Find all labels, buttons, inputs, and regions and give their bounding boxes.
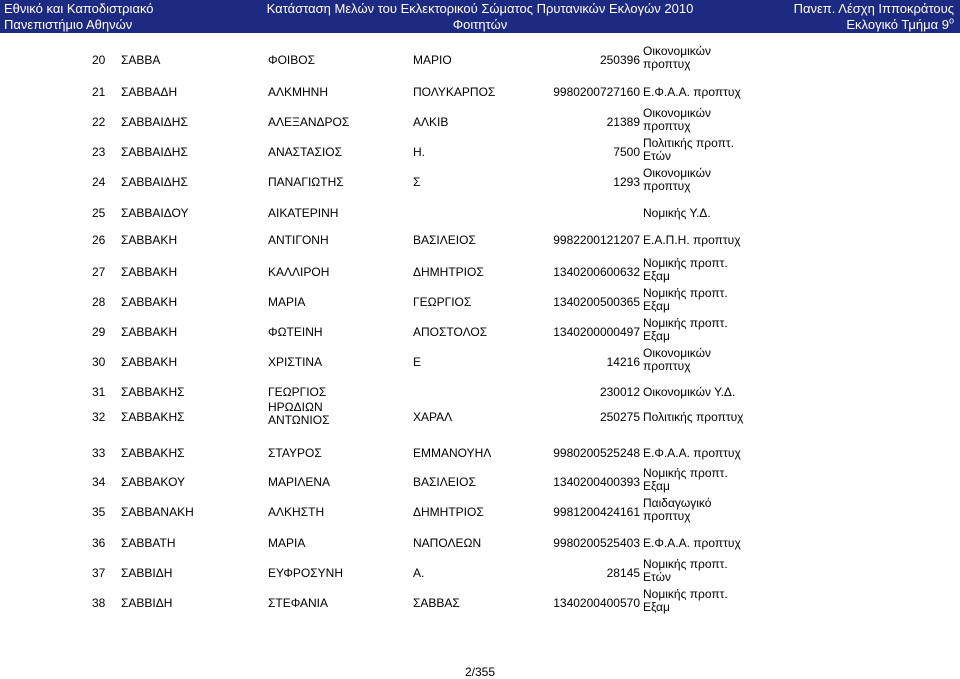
surname-cell: ΣΑΒΒΑΚΗ	[121, 295, 178, 309]
faculty-line2: προπτυχ	[643, 119, 691, 133]
student-id-cell: 9981200424161	[553, 505, 640, 519]
table-row	[0, 400, 960, 431]
father-name-cell: ΕΜΜΑΝΟΥΗΛ	[413, 446, 492, 460]
row-number: 24	[92, 175, 106, 189]
faculty-line1: Οικονομικών	[643, 106, 712, 120]
faculty-cell	[643, 317, 728, 343]
faculty-line1: Πολιτικής προπτ.	[643, 136, 734, 150]
table-row	[0, 230, 960, 254]
faculty-cell	[643, 347, 711, 373]
father-name-cell: Η.	[413, 145, 425, 159]
faculty-line1: Νομικής προπτ.	[643, 256, 728, 270]
faculty-cell	[643, 167, 711, 193]
student-id-cell: 1340200600632	[553, 265, 640, 279]
faculty-cell	[643, 107, 711, 133]
student-id-cell: 230012	[599, 385, 640, 399]
table-row	[0, 286, 960, 316]
table-row	[0, 557, 960, 587]
faculty-line2: Εξαμ	[643, 600, 670, 614]
student-id-cell: 9980200525403	[553, 536, 640, 550]
page-number: 2/355	[464, 665, 496, 679]
faculty-cell	[643, 497, 711, 523]
surname-cell: ΣΑΒΒΑΝΑΚΗ	[121, 505, 194, 519]
table-row	[0, 256, 960, 286]
polling-station-section	[794, 17, 954, 33]
surname-cell: ΣΑΒΒΑΙΔΗΣ	[121, 115, 188, 129]
faculty-line2: Ετών	[643, 149, 671, 163]
row-number: 38	[92, 596, 106, 610]
faculty-line2: Εξαμ	[643, 479, 670, 493]
row-number: 30	[92, 355, 106, 369]
student-id-cell: 9980200727160	[553, 85, 640, 99]
row-number: 28	[92, 295, 106, 309]
first-name-cell: ΜΑΡΙΑ	[268, 295, 306, 309]
faculty-cell: Πολιτικής προπτυχ	[643, 410, 744, 424]
student-id-cell: 21389	[606, 115, 640, 129]
row-number: 35	[92, 505, 106, 519]
father-name-cell: ΠΟΛΥΚΑΡΠΟΣ	[413, 85, 496, 99]
father-name-cell: ΑΛΚΙΒ	[413, 115, 449, 129]
faculty-cell	[643, 467, 728, 493]
polling-station-section-text: Εκλογικό Τμήμα 9	[846, 17, 949, 32]
student-id-cell: 9982200121207	[553, 233, 640, 247]
surname-cell: ΣΑΒΒΑΚΗΣ	[121, 385, 185, 399]
table-row	[0, 316, 960, 346]
surname-cell: ΣΑΒΒΑΚΗΣ	[121, 446, 185, 460]
surname-cell: ΣΑΒΒΑ	[121, 53, 161, 67]
row-number: 25	[92, 206, 106, 220]
table-row	[0, 346, 960, 376]
faculty-line1: Παιδαγωγικό	[643, 496, 712, 510]
first-name-cell: ΜΑΡΙΛΕΝΑ	[268, 475, 331, 489]
polling-station-venue: Πανεπ. Λέσχη Ιπποκράτους	[793, 1, 954, 16]
table-row	[0, 44, 960, 74]
row-number: 29	[92, 325, 106, 339]
student-id-cell: 1340200400393	[553, 475, 640, 489]
faculty-cell	[643, 558, 728, 584]
first-name-line2: ΑΝΤΩΝΙΟΣ	[268, 413, 330, 427]
table-row	[0, 466, 960, 496]
faculty-cell	[643, 257, 728, 283]
table-row	[0, 382, 960, 406]
father-name-cell: ΒΑΣΙΛΕΙΟΣ	[413, 475, 476, 489]
father-name-cell: ΔΗΜΗΤΡΙΟΣ	[413, 505, 484, 519]
first-name-cell: ΣΤΕΦΑΝΙΑ	[268, 596, 328, 610]
surname-cell: ΣΑΒΒΑΤΗ	[121, 536, 176, 550]
father-name-cell: ΜΑΡΙΟ	[413, 53, 452, 67]
faculty-line2: προπτυχ	[643, 179, 691, 193]
father-name-cell: ΧΑΡΑΛ	[413, 410, 453, 424]
father-name-cell: ΔΗΜΗΤΡΙΟΣ	[413, 265, 484, 279]
row-number: 37	[92, 566, 106, 580]
father-name-cell: ΝΑΠΟΛΕΩΝ	[413, 536, 482, 550]
faculty-cell: Ε.Φ.Α.Α. προπτυχ	[643, 85, 741, 99]
faculty-cell: Ε.Φ.Α.Α. προπτυχ	[643, 446, 741, 460]
surname-cell: ΣΑΒΒΙΔΗ	[121, 566, 173, 580]
father-name-cell: ΑΠΟΣΤΟΛΟΣ	[413, 325, 488, 339]
table-row	[0, 533, 960, 557]
father-name-cell: Ε	[413, 355, 422, 369]
surname-cell: ΣΑΒΒΑΙΔΟΥ	[121, 206, 189, 220]
row-number: 23	[92, 145, 106, 159]
faculty-line2: προπτυχ	[643, 57, 691, 71]
faculty-line2: προπτυχ	[643, 359, 691, 373]
row-number: 31	[92, 385, 106, 399]
faculty-line2: Εξαμ	[643, 329, 670, 343]
university-name-line1: Εθνικό και Καποδιστριακό	[4, 1, 154, 16]
row-number: 33	[92, 446, 106, 460]
surname-cell: ΣΑΒΒΑΚΗΣ	[121, 410, 185, 424]
first-name-cell: ΧΡΙΣΤΙΝΑ	[268, 355, 323, 369]
polling-station	[794, 1, 954, 33]
table-row	[0, 166, 960, 196]
faculty-cell	[643, 45, 711, 71]
student-id-cell: 1340200400570	[553, 596, 640, 610]
first-name-cell: ΠΑΝΑΓΙΩΤΗΣ	[268, 175, 344, 189]
student-id-cell: 7500	[613, 145, 640, 159]
surname-cell: ΣΑΒΒΑΚΗ	[121, 233, 178, 247]
student-id-cell: 1293	[613, 175, 640, 189]
surname-cell: ΣΑΒΒΑΚΟΥ	[121, 475, 186, 489]
faculty-line1: Νομικής προπτ.	[643, 286, 728, 300]
surname-cell: ΣΑΒΒΑΙΔΗΣ	[121, 175, 188, 189]
first-name-cell: ΑΙΚΑΤΕΡΙΝΗ	[268, 206, 339, 220]
student-id-cell: 28145	[606, 566, 640, 580]
father-name-cell: Α.	[413, 566, 425, 580]
table-row	[0, 203, 960, 227]
first-name-cell: ΣΤΑΥΡΟΣ	[268, 446, 322, 460]
document-title-line2: Φοιτητών	[452, 17, 508, 32]
table-row	[0, 496, 960, 526]
first-name-cell: ΕΥΦΡΟΣΥΝΗ	[268, 566, 343, 580]
surname-cell: ΣΑΒΒΑΔΗ	[121, 85, 178, 99]
faculty-line1: Οικονομικών	[643, 166, 712, 180]
first-name-cell	[268, 401, 330, 427]
faculty-cell	[643, 137, 734, 163]
faculty-cell: Ε.Α.Π.Η. προπτυχ	[643, 233, 741, 247]
father-name-cell: ΣΑΒΒΑΣ	[413, 596, 460, 610]
faculty-line2: Εξαμ	[643, 269, 670, 283]
row-number: 20	[92, 53, 106, 67]
faculty-cell	[643, 287, 728, 313]
faculty-cell	[643, 588, 728, 614]
first-name-cell: ΑΛΕΞΑΝΔΡΟΣ	[268, 115, 350, 129]
first-name-cell: ΑΛΚΗΣΤΗ	[268, 505, 325, 519]
faculty-line1: Οικονομικών	[643, 44, 712, 58]
table-row	[0, 106, 960, 136]
surname-cell: ΣΑΒΒΑΚΗ	[121, 265, 178, 279]
row-number: 32	[92, 410, 106, 424]
first-name-line1: ΗΡΩΔΙΩΝ	[268, 400, 323, 414]
father-name-cell: ΓΕΩΡΓΙΟΣ	[413, 295, 472, 309]
student-id-cell: 1340200000497	[553, 325, 640, 339]
first-name-cell: ΦΟΙΒΟΣ	[268, 53, 315, 67]
student-id-cell: 14216	[606, 355, 640, 369]
row-number: 26	[92, 233, 106, 247]
page-header	[0, 0, 960, 33]
row-number: 27	[92, 265, 106, 279]
surname-cell: ΣΑΒΒΙΔΗ	[121, 596, 173, 610]
faculty-cell: Οικονομικών Υ.Δ.	[643, 385, 736, 399]
father-name-cell: Σ	[413, 175, 421, 189]
faculty-line2: προπτυχ	[643, 509, 691, 523]
faculty-cell: Ε.Φ.Α.Α. προπτυχ	[643, 536, 741, 550]
faculty-line2: Εξαμ	[643, 299, 670, 313]
table-row	[0, 587, 960, 617]
faculty-line1: Οικονομικών	[643, 346, 712, 360]
faculty-line2: Ετών	[643, 570, 671, 584]
row-number: 21	[92, 85, 106, 99]
first-name-cell: ΑΛΚΜΗΝΗ	[268, 85, 329, 99]
student-id-cell: 9980200525248	[553, 446, 640, 460]
first-name-cell: ΑΝΑΣΤΑΣΙΟΣ	[268, 145, 343, 159]
faculty-line1: Νομικής προπτ.	[643, 587, 728, 601]
first-name-cell: ΜΑΡΙΑ	[268, 536, 306, 550]
faculty-line1: Νομικής προπτ.	[643, 316, 728, 330]
first-name-cell: ΦΩΤΕΙΝΗ	[268, 325, 323, 339]
table-row	[0, 82, 960, 106]
row-number: 34	[92, 475, 106, 489]
row-number: 36	[92, 536, 106, 550]
student-id-cell: 250396	[599, 53, 640, 67]
document-title-line1: Κατάσταση Μελών του Εκλεκτορικού Σώματος Πρυτανικών Εκλογών 2010	[266, 1, 694, 16]
polling-station-section-ordinal: ο	[948, 15, 954, 26]
surname-cell: ΣΑΒΒΑΚΗ	[121, 325, 178, 339]
table-row	[0, 443, 960, 467]
father-name-cell: ΒΑΣΙΛΕΙΟΣ	[413, 233, 476, 247]
university-name-line2: Πανεπιστήμιο Αθηνών	[4, 17, 133, 32]
student-id-cell: 250275	[599, 410, 640, 424]
row-number: 22	[92, 115, 106, 129]
first-name-cell: ΚΑΛΛΙΡΟΗ	[268, 265, 330, 279]
surname-cell: ΣΑΒΒΑΙΔΗΣ	[121, 145, 188, 159]
surname-cell: ΣΑΒΒΑΚΗ	[121, 355, 178, 369]
faculty-cell: Νομικής Υ.Δ.	[643, 206, 711, 220]
faculty-line1: Νομικής προπτ.	[643, 557, 728, 571]
faculty-line1: Νομικής προπτ.	[643, 466, 728, 480]
first-name-cell: ΓΕΩΡΓΙΟΣ	[268, 385, 327, 399]
student-id-cell: 1340200500365	[553, 295, 640, 309]
table-row	[0, 136, 960, 166]
first-name-cell: ΑΝΤΙΓΟΝΗ	[268, 233, 329, 247]
